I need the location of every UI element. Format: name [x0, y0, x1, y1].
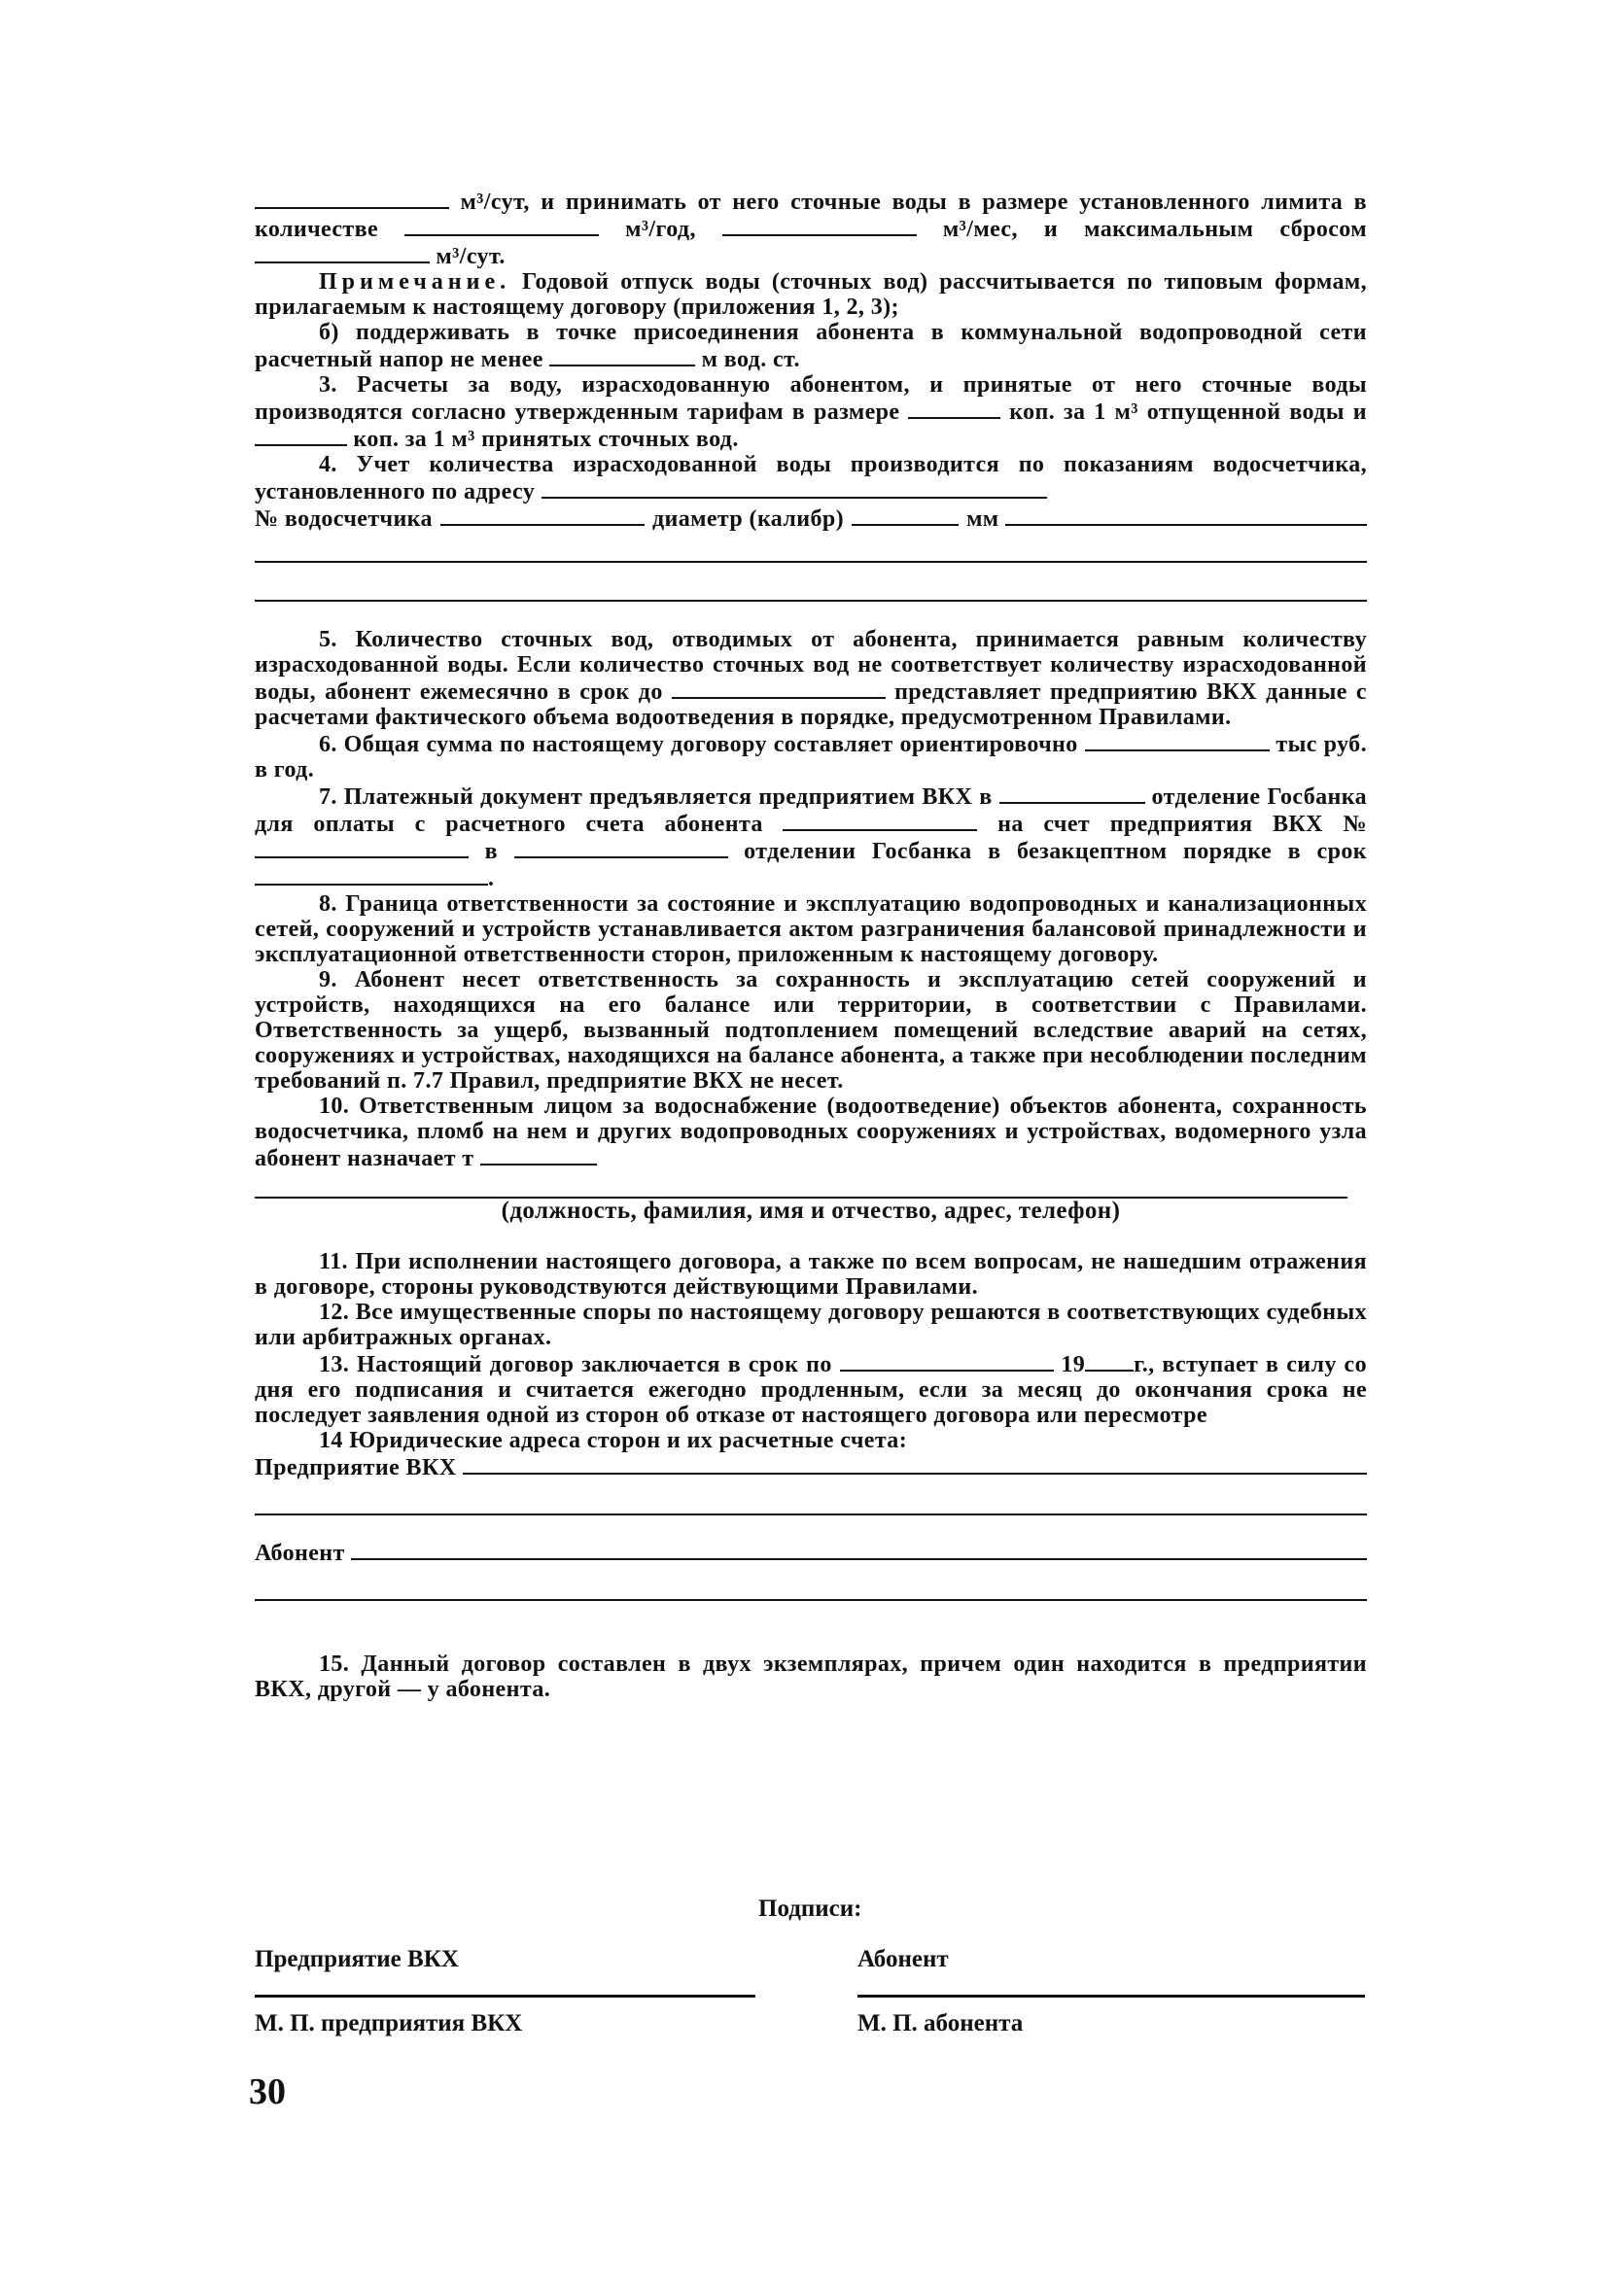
meter-row: № водосчетчика диаметр (калибр) мм [255, 504, 1367, 532]
meter-address-blank[interactable] [542, 477, 1047, 499]
item-13-paragraph: 13. Настоящий договор заключается в срок по 19 г., вступает в силу со дня его подписания и считается ежегодно продленным, если за месяц до окончания срока не последует заявления одной из сторон об отказе от настоящего договора или пересмотре [255, 1352, 1368, 1428]
item-12-paragraph: 12. Все имущественные споры по настоящему договору решаются в соответствующих судебных или арбитражных органах. [255, 1300, 1367, 1350]
item-3-paragraph: 3. Расчеты за воду, израсходованную абонентом, и принятые от него сточные воды производятся согласно утвержденным тарифам в размере коп. за 1 м³ отпущенной воды и коп. за 1 м³ принятых сточных вод. [255, 372, 1367, 452]
item-6-paragraph: 6. Общая сумма по настоящему договору составляет ориентировочно тыс руб. в год. [255, 732, 1367, 783]
enterprise-signature-line[interactable] [255, 1995, 755, 1998]
enterprise-account-blank[interactable] [255, 837, 469, 858]
enterprise-seal-label: М. П. предприятия ВКХ [255, 2010, 523, 2036]
max-discharge-blank[interactable] [255, 242, 430, 263]
total-sum-blank[interactable] [1085, 730, 1270, 751]
item-10-paragraph: 10. Ответственным лицом за водоснабжение (водоотведение) объектов абонента, сохранность водосчетчика, пломб на нем и других водопроводных сооружениях и устройствах, водомерного узла абонент назначает т [255, 1094, 1367, 1171]
year-blank[interactable] [1085, 1350, 1134, 1372]
page-number: 30 [249, 2071, 286, 2112]
enterprise-address-row: Предприятие ВКХ [255, 1453, 1367, 1480]
responsible-caption: (должность, фамилия, имя и отчество, адрес, телефон) [501, 1198, 1121, 1224]
blank-line[interactable] [255, 1494, 1367, 1515]
signatures-title: Подписи: [758, 1896, 862, 1922]
pressure-blank[interactable] [549, 345, 695, 366]
item-5-paragraph: 5. Количество сточных вод, отводимых от абонента, принимается равным количеству израсходованной воды. Если количество сточных вод не соответствует количеству израсходованной воды, абонент ежемесячно в срок до представляет предприятию ВКХ данные с расчетами фактического объема водоотведения в порядке, предусмотренном Правилами. [255, 627, 1367, 730]
enterprise-signature-label: Предприятие ВКХ [255, 1946, 459, 1972]
payment-term-blank[interactable] [255, 864, 488, 886]
subscriber-seal-label: М. П. абонента [857, 2010, 1024, 2036]
item-4-paragraph: 4. Учет количества израсходованной воды производится по показаниям водосчетчика, установленного по адресу [255, 452, 1367, 504]
diameter-blank[interactable] [852, 504, 959, 526]
meter-extra-blank[interactable] [1005, 504, 1367, 526]
note-paragraph: Примечание. Годовой отпуск воды (сточных вод) рассчитывается по типовым формам, прилагаемым к настоящему договору (приложения 1, 2, 3); [255, 269, 1367, 320]
item-14-paragraph: 14 Юридические адреса сторон и их расчетные счета: [319, 1428, 908, 1453]
intro-paragraph: м³/сут, и принимать от него сточные воды в размере установленного лимита в количестве м³/год, м³/мес, и максимальным сбросом м³/сут. [255, 190, 1367, 269]
bank-branch-blank[interactable] [999, 783, 1145, 804]
monthly-volume-blank[interactable] [722, 215, 917, 236]
blank-line[interactable] [255, 580, 1367, 602]
meter-number-blank[interactable] [440, 504, 645, 526]
subscriber-account-blank[interactable] [783, 810, 977, 831]
blank-line[interactable] [255, 1580, 1367, 1601]
item-b-paragraph: б) поддерживать в точке присоединения абонента в коммунальной водопроводной сети расчетный напор не менее м вод. ст. [255, 320, 1367, 372]
daily-volume-blank[interactable] [255, 188, 449, 209]
subscriber-signature-label: Абонент [857, 1946, 949, 1972]
contract-body [255, 188, 1367, 1702]
enterprise-address-blank[interactable] [463, 1453, 1368, 1475]
item-7-paragraph: 7. Платежный документ предъявляется предприятием ВКХ в отделение Госбанка для оплаты с расчетного счета абонента на счет предприятия ВКХ № в отделении Госбанка в безакцептном порядке в срок . [255, 784, 1368, 891]
water-tariff-blank[interactable] [908, 398, 1000, 419]
subscriber-address-row: Абонент [255, 1539, 1367, 1566]
item-11-paragraph: 11. При исполнении настоящего договора, а также по всем вопросам, не нашедшим отражения в договоре, стороны руководствуются действующими Правилами. [255, 1249, 1367, 1300]
subscriber-signature-line[interactable] [857, 1995, 1365, 1998]
deadline-blank[interactable] [672, 678, 886, 699]
responsible-person-blank[interactable] [480, 1144, 597, 1165]
item-15-paragraph: 15. Данный договор составлен в двух экземплярах, причем один находится в предприятии ВКХ, другой — у абонента. [255, 1652, 1367, 1702]
blank-line[interactable] [255, 541, 1367, 563]
bank-office-blank[interactable] [514, 837, 728, 858]
responsible-details-line[interactable] [255, 1177, 1347, 1199]
item-8-paragraph: 8. Граница ответственности за состояние и эксплуатацию водопроводных и канализационных сетей, сооружений и устройств устанавливается актом разграничения балансовой принадлежности и эксплуатационной ответственности сторон, приложенным к настоящему договору. [255, 891, 1367, 967]
annual-volume-blank[interactable] [404, 215, 599, 236]
item-9-paragraph: 9. Абонент несет ответственность за сохранность и эксплуатацию сетей сооружений и устройств, находящихся на его балансе или территории, в соответствии с Правилами. Ответственность за ущерб, вызванный подтоплением помещений вследствие аварий на сетях, сооружениях и устройствах, находящихся на балансе абонента, а также при несоблюдении последним требований п. 7.7 Правил, предприятие ВКХ не несет. [255, 967, 1367, 1094]
sewage-tariff-blank[interactable] [255, 425, 347, 446]
subscriber-address-blank[interactable] [351, 1539, 1367, 1560]
term-date-blank[interactable] [840, 1350, 1054, 1372]
